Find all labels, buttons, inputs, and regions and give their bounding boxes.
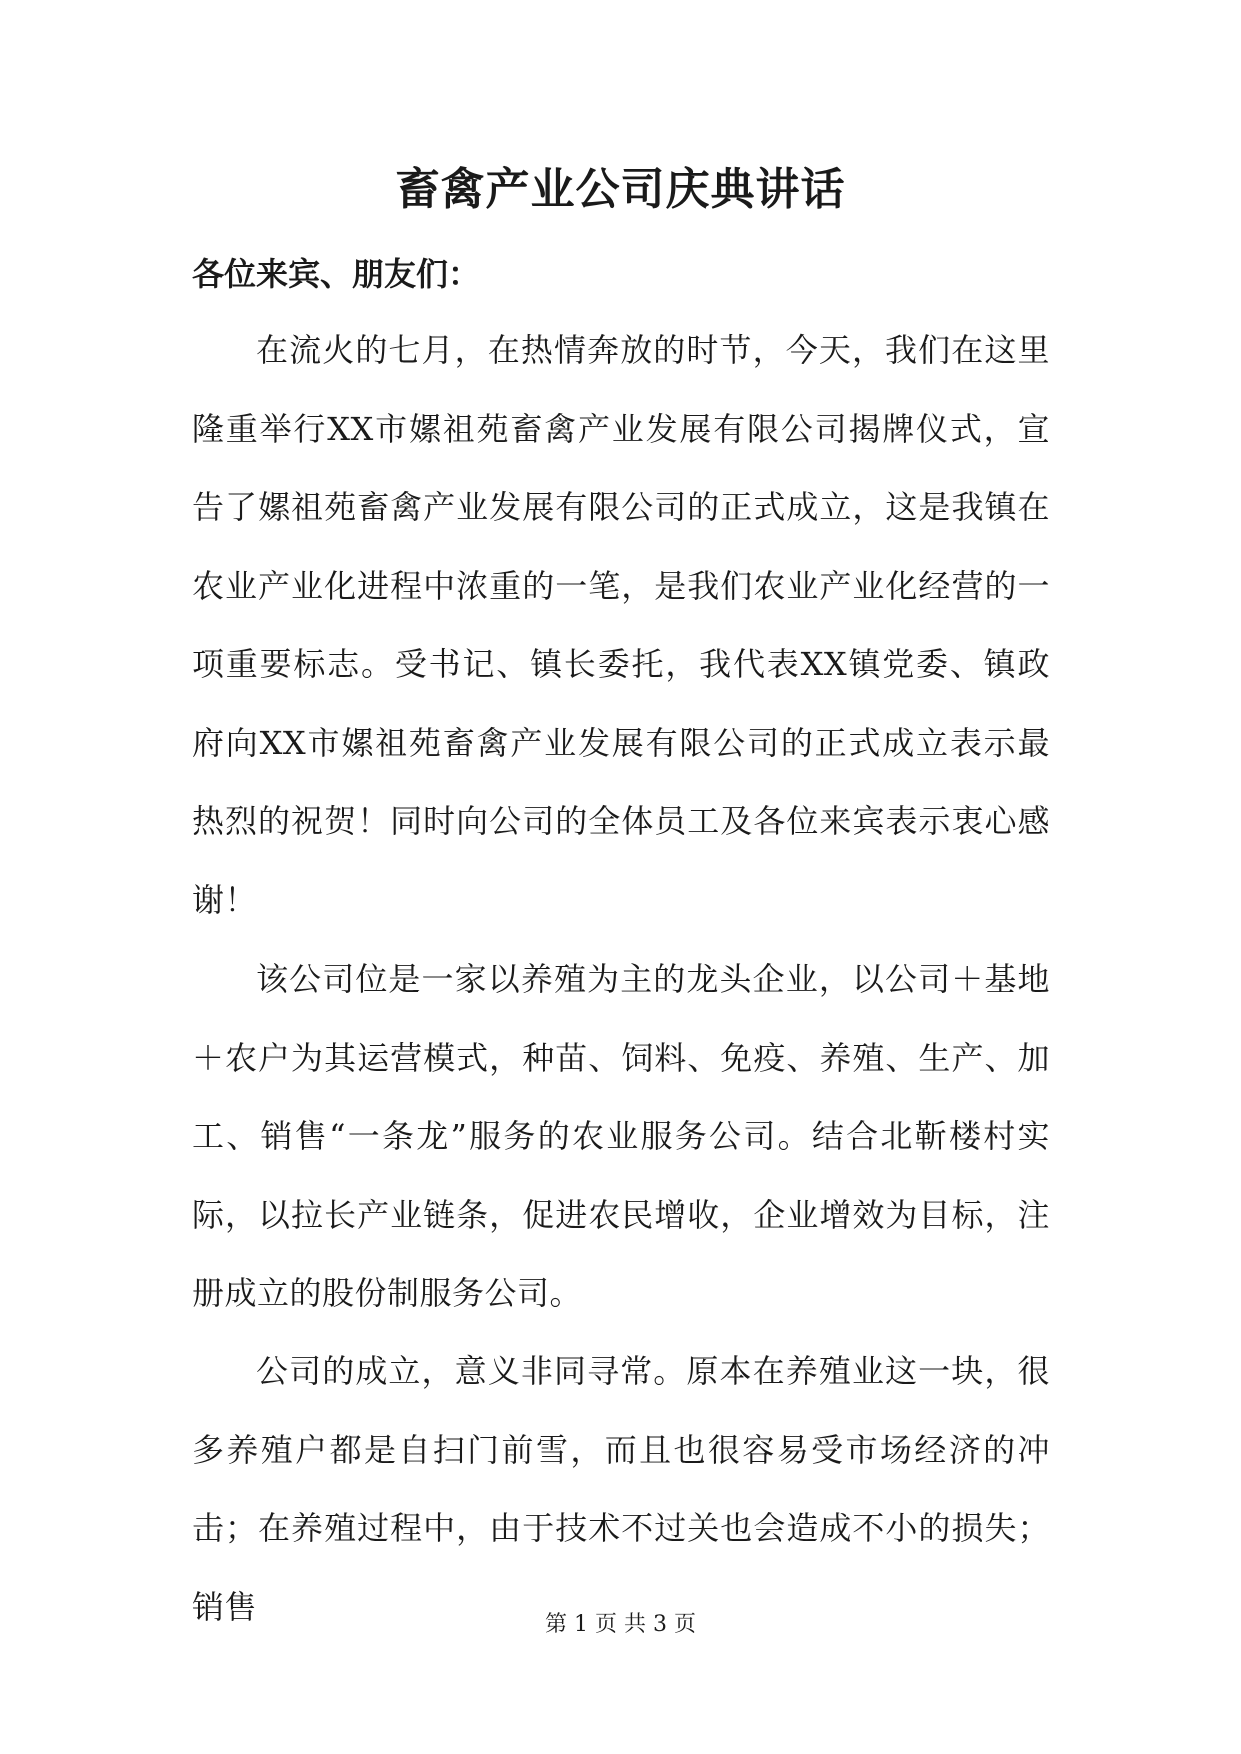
page-number-footer: 第 1 页 共 3 页 — [545, 1612, 696, 1637]
document-title: 畜禽产业公司庆典讲话 — [395, 164, 846, 215]
salutation: 各位来宾、朋友们： — [192, 255, 481, 293]
body-paragraph: 该公司位是一家以养殖为主的龙头企业，以公司＋基地＋农户为其运营模式，种苗、饲料、免疫、养殖、生产、加工、销售“一条龙”服务的农业服务公司。结合北靳楼村实际，以拉长产业链条，促进农民增收，企业增效为目标，注册成立的股份制服务公司。 — [192, 960, 1050, 1312]
body-paragraph: 在流火的七月，在热情奔放的时节，今天，我们在这里隆重举行XX市嫘祖苑畜禽产业发展有限公司揭牌仪式，宣告了嫘祖苑畜禽产业发展有限公司的正式成立，这是我镇在农业产业化进程中浓重的一笔，是我们农业产业化经营的一项重要标志。受书记、镇长委托，我代表XX镇党委、镇政府向XX市嫘祖苑畜禽产业发展有限公司的正式成立表示最热烈的祝贺！同时向公司的全体员工及各位来宾表示衷心感谢！ — [192, 331, 1050, 919]
body-paragraph: 公司的成立，意义非同寻常。原本在养殖业这一块，很多养殖户都是自扫门前雪，而且也很容易受市场经济的冲击；在养殖过程中，由于技术不过关也会造成不小的损失；销售 — [192, 1352, 1050, 1626]
